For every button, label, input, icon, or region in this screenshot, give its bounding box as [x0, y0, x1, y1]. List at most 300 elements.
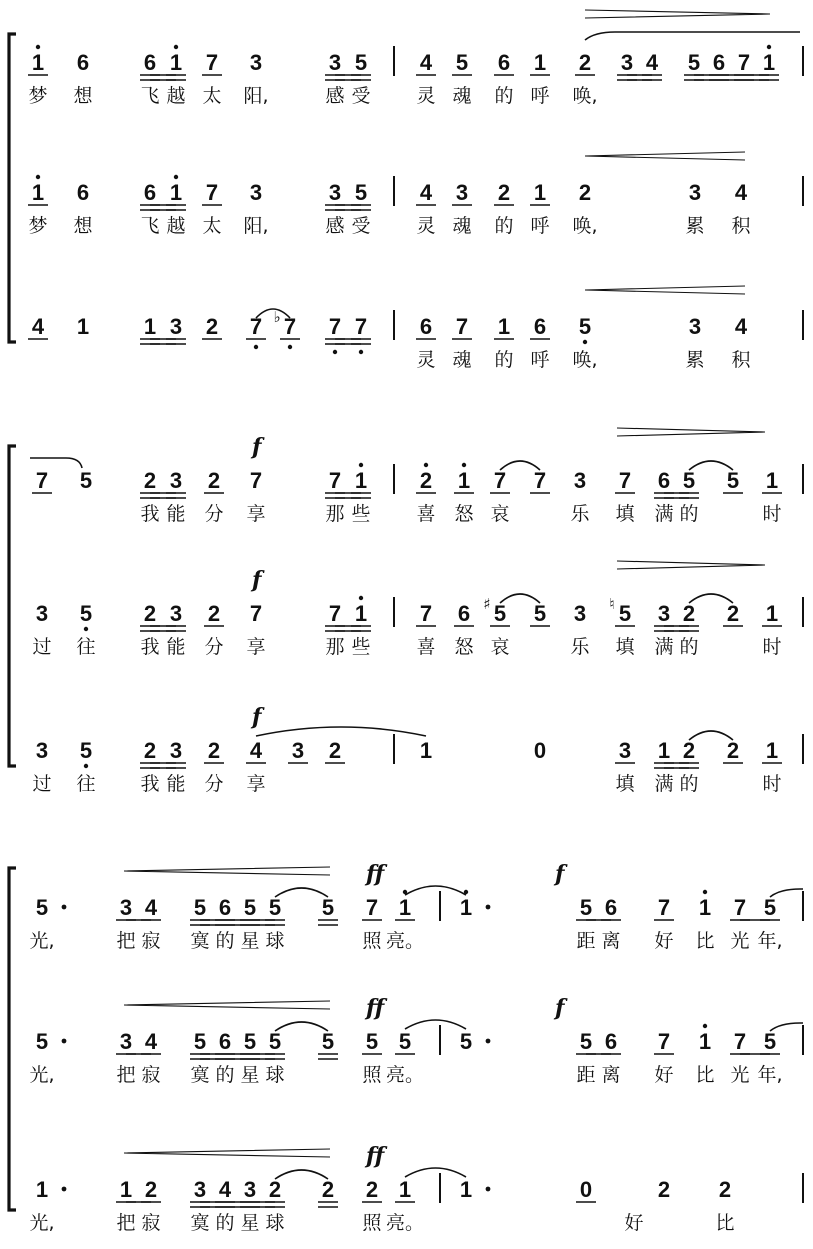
- note-digit: 1: [398, 895, 412, 920]
- note: [420, 738, 432, 763]
- lyric-syllable: 寂: [141, 1064, 161, 1086]
- note-digit: 5: [579, 895, 593, 920]
- note: [760, 895, 780, 920]
- lyric-syllable: 乐: [570, 503, 590, 525]
- note: [699, 1024, 711, 1054]
- lyric-syllable: 时: [762, 773, 782, 795]
- note-digit: 5: [687, 50, 701, 75]
- note-digit: 1: [698, 895, 712, 920]
- lyric-syllable: 寞: [190, 1064, 210, 1086]
- note-digit: 2: [682, 738, 696, 763]
- note: [723, 468, 743, 493]
- lyric-syllable: 比: [695, 1064, 715, 1086]
- note-digit: 2: [419, 468, 433, 493]
- lyric-syllable: 亮。: [385, 1064, 425, 1086]
- lyric-syllable: 分: [204, 773, 224, 795]
- note: [250, 180, 262, 205]
- lyric-syllable: 感: [325, 215, 345, 237]
- note: [452, 50, 472, 75]
- lyric-syllable: 魂: [452, 85, 472, 107]
- note-digit: 1: [765, 468, 779, 493]
- octave-dot-below: [288, 345, 292, 349]
- lyric-syllable: 球: [265, 1212, 285, 1234]
- lyric-syllable: 喜: [416, 503, 436, 525]
- note-digit: 5: [493, 601, 507, 626]
- lyric-syllable: 把: [116, 1212, 136, 1234]
- note: [250, 50, 262, 75]
- note-digit: 6: [76, 180, 90, 205]
- octave-dot-above: [36, 175, 40, 179]
- note: [460, 1029, 491, 1054]
- note: [288, 738, 308, 763]
- note: [735, 314, 748, 339]
- augmentation-dot: [486, 1039, 491, 1044]
- octave-dot-below: [333, 350, 337, 354]
- dynamic-marking: ff: [366, 1143, 385, 1169]
- note: [658, 1177, 670, 1202]
- slur: [405, 1020, 466, 1029]
- note-digit: 3: [657, 601, 671, 626]
- dynamic-marking: ff: [366, 995, 385, 1021]
- note-digit: 2: [718, 1177, 732, 1202]
- note: [318, 1029, 338, 1059]
- note: [28, 45, 48, 75]
- lyric-syllable: 填: [615, 636, 635, 658]
- note-digit: 2: [657, 1177, 671, 1202]
- note-digit: 3: [119, 1029, 133, 1054]
- lyric-syllable: 好: [624, 1212, 644, 1234]
- dynamic-marking: f: [252, 704, 262, 730]
- lyric-syllable: 寂: [141, 1212, 161, 1234]
- note: [416, 463, 436, 493]
- lyric-syllable: 唤,: [572, 215, 598, 237]
- note-digit: 3: [249, 180, 263, 205]
- note-digit: 5: [268, 895, 282, 920]
- note-digit: 7: [455, 314, 469, 339]
- crescendo-hairpin: [124, 867, 330, 875]
- note: [202, 180, 222, 205]
- lyric-syllable: 光,: [29, 1212, 55, 1234]
- note: [416, 601, 436, 626]
- note-digit: 3: [169, 314, 183, 339]
- system-bracket: [9, 34, 16, 342]
- note-digit: 3: [291, 738, 305, 763]
- lyric-syllable: 往: [76, 636, 96, 658]
- note-digit: 4: [31, 314, 45, 339]
- note: [36, 1177, 67, 1202]
- note-digit: 6: [604, 895, 618, 920]
- note-digit: 3: [618, 738, 632, 763]
- note: [141, 1177, 161, 1202]
- lyric-syllable: 灵: [416, 215, 436, 237]
- lyric-syllable: 怒: [454, 636, 474, 658]
- note-digit: 1: [459, 895, 473, 920]
- voice-part-2: [32, 561, 803, 658]
- lyric-syllable: 享: [246, 773, 266, 795]
- note: [494, 180, 514, 205]
- octave-dot-above: [462, 463, 466, 467]
- octave-dot-below: [583, 340, 587, 344]
- note: [762, 738, 782, 763]
- note-digit: 1: [497, 314, 511, 339]
- note-digit: 1: [76, 314, 90, 339]
- note-digit: 2: [144, 1177, 158, 1202]
- lyric-syllable: 亮。: [385, 930, 425, 952]
- note: [760, 1029, 780, 1054]
- lyric-syllable: 喜: [416, 636, 436, 658]
- lyric-syllable: 积: [731, 215, 751, 237]
- lyric-syllable: 能: [166, 503, 186, 525]
- note-digit: 1: [35, 1177, 49, 1202]
- note-digit: 2: [143, 468, 157, 493]
- note-digit: 7: [657, 895, 671, 920]
- lyric-syllable: 累: [685, 349, 705, 371]
- lyric-syllable: 好: [654, 1064, 674, 1086]
- lyric-syllable: 阳,: [243, 85, 269, 107]
- note-digit: 6: [657, 468, 671, 493]
- note-digit: 5: [533, 601, 547, 626]
- octave-dot-above: [359, 596, 363, 600]
- note-digit: 2: [207, 601, 221, 626]
- note: [32, 468, 52, 493]
- note-digit: 7: [365, 895, 379, 920]
- note-digit: 4: [144, 895, 158, 920]
- lyric-syllable: 填: [615, 773, 635, 795]
- octave-dot-above: [174, 45, 178, 49]
- note: [730, 895, 750, 920]
- note: [362, 1177, 382, 1202]
- note: [579, 180, 591, 205]
- accidental: ♭: [273, 308, 281, 326]
- note-digit: 2: [726, 601, 740, 626]
- note: [454, 601, 474, 626]
- note-digit: 5: [455, 50, 469, 75]
- note: [576, 1029, 596, 1054]
- lyric-syllable: 分: [204, 503, 224, 525]
- note: [689, 180, 701, 205]
- slur: [275, 888, 328, 897]
- note: [723, 601, 743, 626]
- lyric-syllable: 往: [76, 773, 96, 795]
- note-digit: 3: [35, 601, 49, 626]
- dynamic-marking: f: [555, 995, 565, 1021]
- lyric-syllable: 光: [730, 930, 750, 952]
- note: [530, 180, 550, 205]
- octave-dot-below: [84, 627, 88, 631]
- note-digit: 6: [419, 314, 433, 339]
- lyric-syllable: 的: [215, 930, 235, 952]
- note: [250, 601, 262, 626]
- lyric-syllable: 亮。: [385, 1212, 425, 1234]
- voice-part-2: [28, 152, 803, 237]
- note-digit: 5: [79, 738, 93, 763]
- note: [615, 468, 635, 493]
- lyric-syllable: 呼: [530, 85, 550, 107]
- lyric-syllable: 受: [351, 85, 371, 107]
- lyric-syllable: 怒: [454, 503, 474, 525]
- note-digit: 2: [726, 738, 740, 763]
- note: [615, 738, 635, 763]
- lyric-syllable: 呼: [530, 215, 550, 237]
- note-digit: 7: [419, 601, 433, 626]
- crescendo-hairpin: [585, 152, 745, 160]
- note-digit: 5: [79, 468, 93, 493]
- note-digit: 1: [657, 738, 671, 763]
- note-digit: 5: [726, 468, 740, 493]
- note-digit: 7: [354, 314, 368, 339]
- lyric-syllable: 我: [140, 773, 160, 795]
- accidental: ♮: [609, 595, 615, 613]
- note-digit: 4: [734, 314, 748, 339]
- lyric-syllable: 灵: [416, 85, 436, 107]
- lyric-syllable: 想: [73, 215, 93, 237]
- note: [723, 738, 743, 763]
- lyric-syllable: 梦: [28, 215, 48, 237]
- note-digit: 2: [207, 738, 221, 763]
- lyric-syllable: 的: [679, 636, 699, 658]
- note-digit: 1: [31, 50, 45, 75]
- lyric-syllable: 能: [166, 773, 186, 795]
- lyric-syllable: 我: [140, 503, 160, 525]
- octave-dot-above: [767, 45, 771, 49]
- slur: [275, 1170, 328, 1179]
- note-digit: 3: [169, 738, 183, 763]
- note-digit: 2: [365, 1177, 379, 1202]
- note-digit: 5: [682, 468, 696, 493]
- octave-dot-above: [424, 463, 428, 467]
- note-digit: 3: [573, 601, 587, 626]
- note: [325, 314, 345, 354]
- note: [77, 314, 89, 339]
- lyric-syllable: 寂: [141, 930, 161, 952]
- note: [735, 180, 748, 205]
- diminuendo-hairpin: [585, 10, 770, 18]
- system-bracket: [9, 446, 16, 766]
- lyric-syllable: 光,: [29, 930, 55, 952]
- lyric-syllable: 哀: [490, 503, 510, 525]
- octave-dot-above: [359, 463, 363, 467]
- lyric-syllable: 距: [576, 930, 596, 952]
- lyric-syllable: 太: [202, 215, 222, 237]
- note-digit: 2: [497, 180, 511, 205]
- lyric-syllable: 些: [351, 636, 371, 658]
- augmentation-dot: [62, 1187, 67, 1192]
- note-digit: 0: [579, 1177, 593, 1202]
- note-digit: 4: [419, 50, 433, 75]
- note-digit: 1: [698, 1029, 712, 1054]
- slur: [275, 1022, 328, 1031]
- note-digit: 7: [533, 468, 547, 493]
- note-digit: 1: [119, 1177, 133, 1202]
- note: [654, 1029, 674, 1054]
- note: [490, 468, 510, 493]
- note-digit: 3: [328, 180, 342, 205]
- voice-part-3: [28, 286, 803, 371]
- note: [574, 468, 586, 493]
- diminuendo-hairpin: [617, 561, 765, 569]
- lyric-syllable: 比: [695, 930, 715, 952]
- note-digit: 3: [573, 468, 587, 493]
- note-digit: 1: [419, 738, 433, 763]
- note-digit: 4: [144, 1029, 158, 1054]
- slur: [405, 1168, 466, 1177]
- voice-part-1: [28, 10, 803, 107]
- lyric-syllable: 星: [240, 1212, 260, 1234]
- note-digit: 2: [328, 738, 342, 763]
- lyric-syllable: 太: [202, 85, 222, 107]
- lyric-syllable: 光,: [29, 1064, 55, 1086]
- note: [454, 463, 474, 493]
- note-digit: 5: [35, 1029, 49, 1054]
- note-digit: 3: [249, 50, 263, 75]
- lyric-syllable: 魂: [452, 215, 472, 237]
- note: [530, 314, 550, 339]
- note: [36, 895, 67, 920]
- note-digit: 1: [457, 468, 471, 493]
- crescendo-hairpin: [585, 286, 745, 294]
- note: [483, 595, 510, 626]
- note-digit: 7: [249, 314, 263, 339]
- note-digit: 0: [533, 738, 547, 763]
- note: [494, 314, 514, 339]
- note-digit: 3: [193, 1177, 207, 1202]
- octave-dot-below: [254, 345, 258, 349]
- system-2: [9, 428, 803, 795]
- lyric-syllable: 照: [362, 1212, 382, 1234]
- system-3: [9, 861, 803, 1234]
- lyric-syllable: 时: [762, 636, 782, 658]
- lyric-syllable: 把: [116, 1064, 136, 1086]
- note-digit: 4: [734, 180, 748, 205]
- note: [530, 601, 550, 626]
- slur: [30, 458, 82, 468]
- note-digit: 5: [354, 180, 368, 205]
- note: [460, 1177, 491, 1202]
- note: [730, 1029, 750, 1054]
- note: [318, 1177, 338, 1207]
- lyric-syllable: 我: [140, 636, 160, 658]
- note-digit: 7: [493, 468, 507, 493]
- lyric-syllable: 哀: [490, 636, 510, 658]
- lyric-syllable: 飞: [140, 215, 160, 237]
- lyric-syllable: 寞: [190, 930, 210, 952]
- note-digit: 5: [193, 1029, 207, 1054]
- note-digit: 1: [398, 1177, 412, 1202]
- octave-dot-above: [703, 1024, 707, 1028]
- note: [351, 314, 371, 354]
- note-digit: 7: [657, 1029, 671, 1054]
- note: [36, 1029, 67, 1054]
- lyric-syllable: 越: [166, 85, 186, 107]
- lyric-syllable: 满: [654, 636, 674, 658]
- note-digit: 2: [143, 738, 157, 763]
- lyric-syllable: 把: [116, 930, 136, 952]
- note: [36, 738, 48, 763]
- note-digit: 2: [578, 180, 592, 205]
- lyric-syllable: 照: [362, 1064, 382, 1086]
- lyric-syllable: 的: [494, 215, 514, 237]
- note: [318, 895, 338, 925]
- note: [141, 1029, 161, 1054]
- octave-dot-above: [36, 45, 40, 49]
- note-digit: 5: [243, 1029, 257, 1054]
- note: [416, 180, 436, 205]
- note-digit: 6: [218, 1029, 232, 1054]
- note-digit: 7: [737, 50, 751, 75]
- note-digit: 5: [459, 1029, 473, 1054]
- octave-dot-above: [174, 175, 178, 179]
- note: [494, 50, 514, 75]
- note: [204, 468, 224, 493]
- lyric-syllable: 享: [246, 503, 266, 525]
- note-digit: 6: [497, 50, 511, 75]
- note-digit: 6: [143, 50, 157, 75]
- note: [575, 50, 595, 75]
- lyric-syllable: 球: [265, 1064, 285, 1086]
- lyric-syllable: 寞: [190, 1212, 210, 1234]
- lyric-syllable: 越: [166, 215, 186, 237]
- lyric-syllable: 的: [215, 1064, 235, 1086]
- lyric-syllable: 受: [351, 215, 371, 237]
- lyric-syllable: 时: [762, 503, 782, 525]
- note-digit: 6: [218, 895, 232, 920]
- note-digit: 1: [765, 601, 779, 626]
- note: [689, 314, 701, 339]
- note-digit: 3: [169, 468, 183, 493]
- lyric-syllable: 过: [32, 636, 52, 658]
- slur: [256, 727, 426, 736]
- note-digit: 1: [169, 180, 183, 205]
- augmentation-dot: [62, 905, 67, 910]
- note: [601, 895, 621, 920]
- note-digit: 5: [398, 1029, 412, 1054]
- dynamic-marking: f: [252, 434, 262, 460]
- note-digit: 5: [321, 895, 335, 920]
- note-digit: 1: [354, 468, 368, 493]
- note: [77, 50, 89, 75]
- lyric-syllable: 累: [685, 215, 705, 237]
- lyric-syllable: 的: [494, 85, 514, 107]
- note: [141, 895, 161, 920]
- note: [574, 601, 586, 626]
- note-digit: 7: [249, 468, 263, 493]
- note-digit: 3: [119, 895, 133, 920]
- note-digit: 5: [321, 1029, 335, 1054]
- note-digit: 7: [35, 468, 49, 493]
- note: [80, 468, 92, 493]
- note: [116, 1177, 136, 1202]
- lyric-syllable: 感: [325, 85, 345, 107]
- note: [77, 180, 89, 205]
- note: [416, 314, 436, 339]
- note-digit: 4: [218, 1177, 232, 1202]
- lyric-syllable: 离: [601, 1064, 621, 1086]
- note-digit: 5: [79, 601, 93, 626]
- lyric-syllable: 魂: [452, 349, 472, 371]
- note: [762, 601, 782, 626]
- lyric-syllable: 满: [654, 773, 674, 795]
- note-digit: 2: [682, 601, 696, 626]
- note-digit: 3: [35, 738, 49, 763]
- note: [325, 738, 345, 763]
- lyric-syllable: 飞: [140, 85, 160, 107]
- note-digit: 5: [763, 1029, 777, 1054]
- note: [204, 738, 224, 763]
- note: [576, 1177, 596, 1202]
- dynamic-marking: f: [252, 567, 262, 593]
- crescendo-hairpin: [124, 1149, 330, 1157]
- lyric-syllable: 离: [601, 930, 621, 952]
